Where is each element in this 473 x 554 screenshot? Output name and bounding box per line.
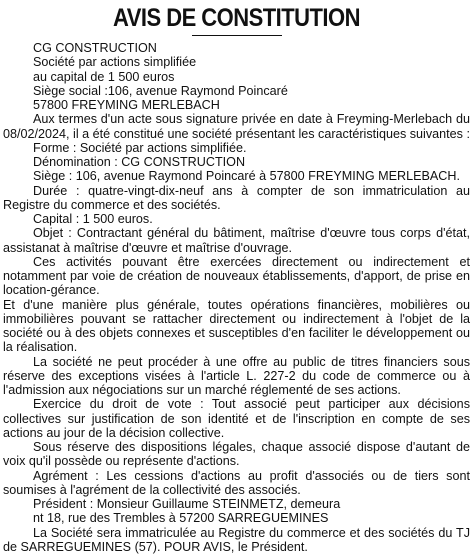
paragraph-public-offer: La société ne peut procéder à une offre au public de titres financiers sous réserve des exceptions visées à l'article L. 227-2 du code de commerce ou à l'admission aux négociations sur un marché réglementé de ses actions.	[3, 355, 470, 398]
paragraph-activities: Ces activités pouvant être exercées directement ou indirectement et notamment par voie de création de nouveaux établissements, d'apport, de prise en location-gérance.	[3, 255, 470, 298]
paragraph-votes: Sous réserve des dispositions légales, chaque associé dispose d'autant de voix qu'il possède ou représente d'actions.	[3, 440, 470, 469]
paragraph-approval: Agrément : Les cessions d'actions au profit d'associés ou de tiers sont soumises à l'agrément de la collectivité des associés.	[3, 469, 470, 498]
paragraph-duration: Durée : quatre-vingt-dix-neuf ans à compter de son immatriculation au Registre du commerce et des sociétés.	[3, 184, 470, 213]
notice-title: AVIS DE CONSTITUTION	[31, 4, 442, 33]
company-city: 57800 FREYMING MERLEBACH	[3, 98, 470, 112]
paragraph-object: Objet : Contractant général du bâtiment, maîtrise d'œuvre tous corps d'état, assistanat à maîtrise d'œuvre et maîtrise d'ouvrage.	[3, 226, 470, 255]
paragraph-seat: Siège : 106, avenue Raymond Poincaré à 57800 FREYMING MERLEBACH.	[3, 169, 470, 183]
president-line-1: Président : Monsieur Guillaume STEINMETZ, demeura	[3, 497, 470, 511]
paragraph-capital: Capital : 1 500 euros.	[3, 212, 470, 226]
paragraph-registration: La Société sera immatriculée au Registre du commerce et des sociétés du TJ de SARREGUEMINES (57). POUR AVIS, le Président.	[3, 526, 470, 554]
company-seat: Siège social :106, avenue Raymond Poincaré	[3, 84, 470, 98]
company-capital: au capital de 1 500 euros	[3, 70, 470, 84]
paragraph-form: Forme : Société par actions simplifiée.	[3, 141, 470, 155]
paragraph-operations: Et d'une manière plus générale, toutes opérations financières, mobilières ou immobilières pouvant se rattacher directement ou indirectement à l'objet de la société ou à des objets connexes et susceptibles d'en faciliter le développement ou la réalisation.	[3, 298, 470, 355]
president-line-2: nt 18, rue des Trembles à 57200 SARREGUEMINES	[3, 511, 470, 525]
paragraph-deed: Aux termes d'un acte sous signature privée en date à Freyming-Merlebach du 08/02/2024, il a été constitué une société présentant les caractéristiques suivantes :	[3, 112, 470, 141]
company-name: CG CONSTRUCTION	[3, 41, 470, 55]
paragraph-denomination: Dénomination : CG CONSTRUCTION	[3, 155, 470, 169]
company-form: Société par actions simplifiée	[3, 55, 470, 69]
paragraph-voting-rights: Exercice du droit de vote : Tout associé peut participer aux décisions collectives sur justification de son identité et de l'inscription en compte de ses actions au jour de la décision collective.	[3, 397, 470, 440]
title-underline	[192, 35, 282, 36]
